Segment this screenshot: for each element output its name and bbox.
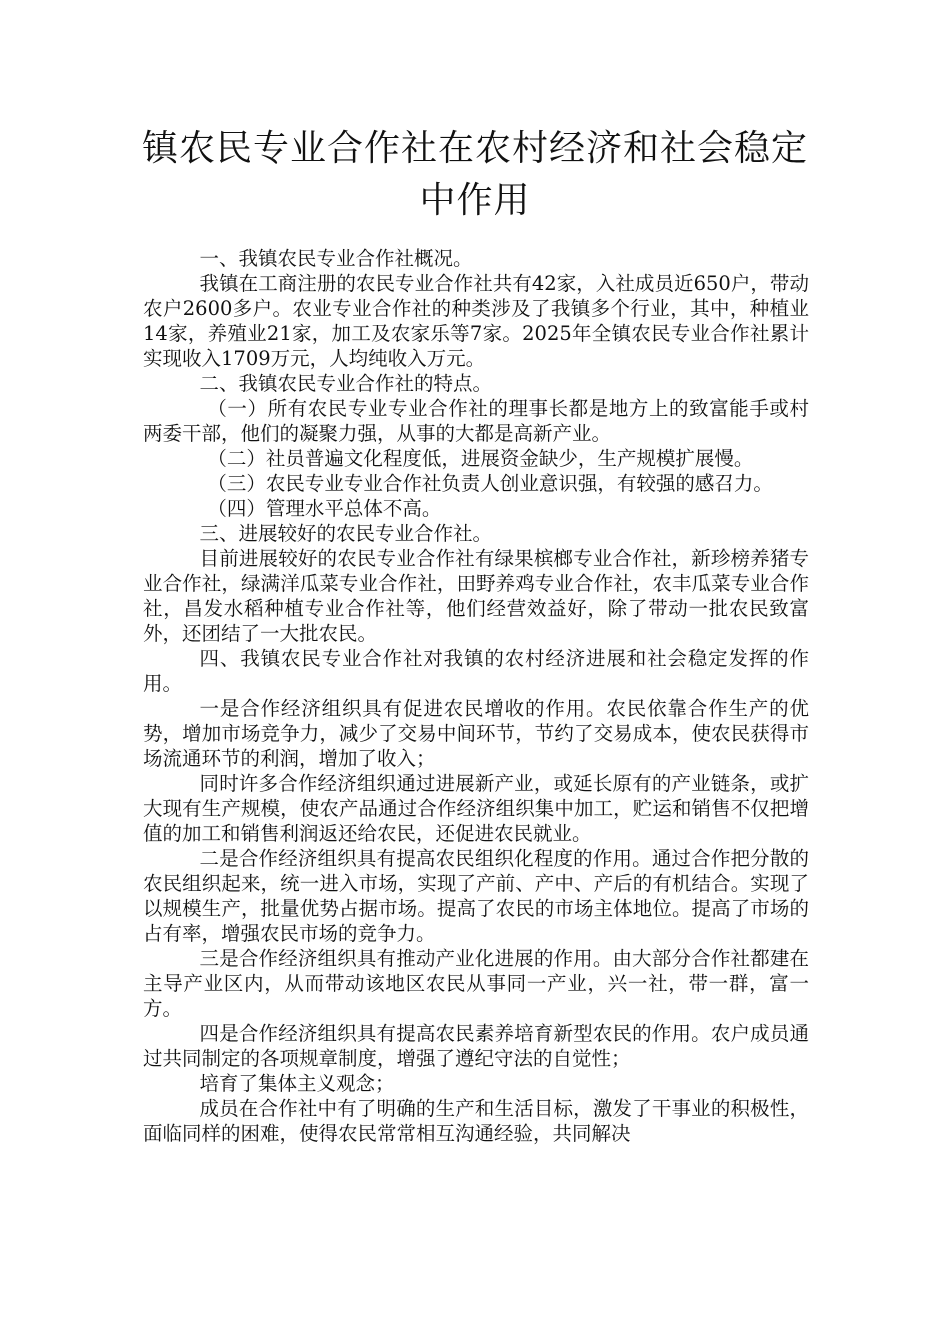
paragraph: 二是合作经济组织具有提高农民组织化程度的作用。通过合作把分散的农民组织起来，统一进入市场，实现了产前、产中、产后的有机结合。实现了以规模生产，批量优势占据市场。提高了农民的市场主体地位。提高了市场的占有率，增强农民市场的竞争力。: [143, 847, 809, 945]
list-item: （四）管理水平总体不高。: [207, 497, 442, 520]
title-line-2: 中作用: [419, 180, 531, 221]
paragraph: 我镇在工商注册的农民专业合作社共有42家，入社成员近650户，带动农户2600多户。农业专业合作社的种类涉及了我镇多个行业，其中，种植业14家，养殖业21家，加工及农家乐等7家。2025年全镇农民专业合作社累计实现收入1709万元，人均纯收入万元。: [143, 272, 809, 370]
title-line-1: 镇农民专业合作社在农村经济和社会稳定: [141, 128, 808, 169]
paragraph: 目前进展较好的农民专业合作社有绿果槟榔专业合作社，新珍榜养猪专业合作社，绿满洋瓜菜专业合作社，田野养鸡专业合作社，农丰瓜菜专业合作社，昌发水稻种植专业合作社等，他们经营效益好，除了带动一批农民致富外，还团结了一大批农民。: [143, 547, 809, 645]
section-heading-4: 四、我镇农民专业合作社对我镇的农村经济进展和社会稳定发挥的作用。: [143, 647, 809, 695]
paragraph: 成员在合作社中有了明确的生产和生活目标，激发了干事业的积极性，面临同样的困难，使得农民常常相互沟通经验，共同解决: [143, 1097, 809, 1145]
paragraph: 三是合作经济组织具有推动产业化进展的作用。由大部分合作社都建在主导产业区内，从而带动该地区农民从事同一产业，兴一社，带一群，富一方。: [143, 947, 809, 1020]
paragraph: 同时许多合作经济组织通过进展新产业，或延长原有的产业链条，或扩大现有生产规模，使农产品通过合作经济组织集中加工，贮运和销售不仅把增值的加工和销售利润返还给农民，还促进农民就业。: [143, 772, 809, 845]
list-item: （一）所有农民专业专业合作社的理事长都是地方上的致富能手或村两委干部，他们的凝聚力强，从事的大都是高新产业。: [143, 397, 809, 445]
document-title: [140, 123, 810, 227]
paragraph: 四是合作经济组织具有提高农民素养培育新型农民的作用。农户成员通过共同制定的各项规章制度，增强了遵纪守法的自觉性；: [143, 1022, 809, 1070]
section-heading-1: 一、我镇农民专业合作社概况。: [199, 247, 473, 270]
paragraph: 一是合作经济组织具有促进农民增收的作用。农民依靠合作生产的优势，增加市场竞争力，减少了交易中间环节，节约了交易成本，使农民获得市场流通环节的利润，增加了收入；: [143, 697, 809, 770]
paragraph: 培育了集体主义观念；: [199, 1072, 395, 1095]
list-item: （二）社员普遍文化程度低，进展资金缺少，生产规模扩展慢。: [207, 447, 754, 470]
section-heading-2: 二、我镇农民专业合作社的特点。: [199, 372, 493, 395]
document-body: [143, 246, 809, 1146]
section-heading-3: 三、进展较好的农民专业合作社。: [199, 522, 493, 545]
list-item: （三）农民专业专业合作社负责人创业意识强，有较强的感召力。: [207, 472, 773, 495]
